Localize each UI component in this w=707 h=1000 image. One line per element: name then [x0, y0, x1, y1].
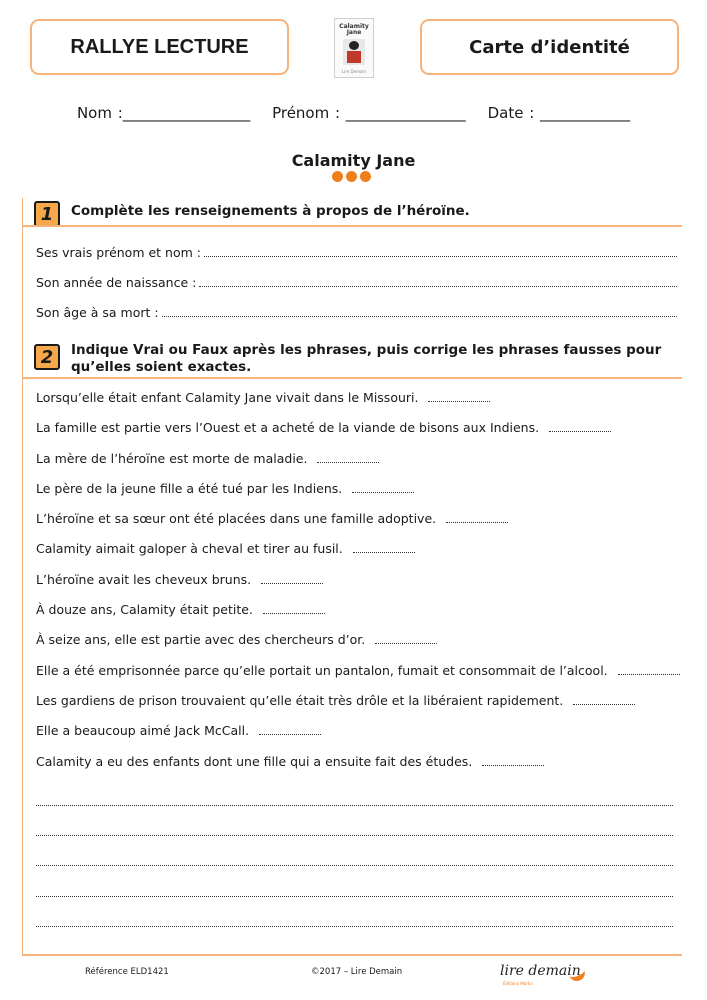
book-cover-image	[334, 18, 374, 78]
true-false-answer-line[interactable]	[549, 421, 611, 432]
title-dots-decoration	[332, 171, 371, 182]
fill-line-label: Ses vrais prénom et nom :	[36, 245, 201, 260]
true-false-answer-line[interactable]	[263, 603, 325, 614]
true-false-answer-line[interactable]	[261, 573, 323, 584]
correction-line[interactable]	[36, 865, 673, 866]
reference-code: Référence ELD1421	[85, 967, 169, 977]
fill-line-label: Son âge à sa mort :	[36, 305, 159, 320]
bottom-rule	[22, 954, 682, 956]
correction-line[interactable]	[36, 896, 673, 897]
answer-dotted-line[interactable]	[204, 246, 677, 257]
page-footer	[0, 963, 707, 986]
cover-title: Calamity Jane	[339, 23, 369, 36]
left-margin-rule	[22, 198, 23, 954]
answer-dotted-line[interactable]	[162, 306, 677, 317]
statement-item: Calamity a eu des enfants dont une fille qui a ensuite fait des études.	[36, 754, 676, 769]
true-false-answer-line[interactable]	[428, 391, 490, 402]
statement-item: À douze ans, Calamity était petite.	[36, 602, 676, 617]
statement-item: La mère de l’héroïne est morte de maladie.	[36, 451, 676, 466]
statement-item: Lorsqu’elle était enfant Calamity Jane vivait dans le Missouri.	[36, 390, 676, 405]
true-false-answer-line[interactable]	[573, 694, 635, 705]
statement-item: Elle a beaucoup aimé Jack McCall.	[36, 723, 676, 738]
statement-item: L’héroïne et sa sœur ont été placées dans une famille adoptive.	[36, 511, 676, 526]
orange-dot	[360, 171, 371, 182]
section-2-instruction: Indique Vrai ou Faux après les phrases, puis corrige les phrases fausses pour qu’elles soient exactes.	[71, 342, 662, 375]
statement-item: Le père de la jeune fille a été tué par les Indiens.	[36, 481, 676, 496]
book-title: Calamity Jane	[291, 151, 416, 170]
correction-line[interactable]	[36, 805, 673, 806]
orange-dot	[332, 171, 343, 182]
true-false-answer-line[interactable]	[353, 542, 415, 553]
section-2-number-badge: 2	[34, 344, 60, 370]
section-1-divider	[22, 225, 682, 227]
carte-identite-title: Carte d’identité	[469, 36, 630, 58]
statement-item: L’héroïne avait les cheveux bruns.	[36, 572, 676, 587]
rallye-lecture-header	[30, 19, 289, 75]
cover-brand: Lire Demain	[341, 69, 367, 74]
correction-line[interactable]	[36, 926, 673, 927]
true-false-answer-line[interactable]	[375, 633, 437, 644]
true-false-answer-line[interactable]	[482, 755, 544, 766]
orange-dot	[346, 171, 357, 182]
statement-item: Elle a été emprisonnée parce qu’elle portait un pantalon, fumait et consommait de l’alcool.	[36, 663, 676, 678]
vrais-prenom-nom-line[interactable]	[36, 245, 677, 260]
statement-item: Calamity aimait galoper à cheval et tirer au fusil.	[36, 541, 676, 556]
true-false-answer-line[interactable]	[446, 512, 508, 523]
logo-subtitle: Éditions Martin	[503, 981, 533, 986]
carte-identite-header	[420, 19, 679, 75]
lire-demain-logo: lire demain	[500, 963, 581, 979]
statement-item: La famille est partie vers l’Ouest et a acheté de la viande de bisons aux Indiens.	[36, 420, 676, 435]
copyright-text: ©2017 – Lire Demain	[311, 967, 403, 977]
fill-line-label: Son année de naissance :	[36, 275, 197, 290]
prenom-field[interactable]: Prénom : ________________	[272, 104, 466, 122]
true-false-answer-line[interactable]	[352, 482, 414, 493]
student-info-fields	[0, 104, 707, 122]
answer-dotted-line[interactable]	[199, 276, 677, 287]
statement-item: À seize ans, elle est partie avec des chercheurs d’or.	[36, 632, 676, 647]
cover-illustration	[343, 39, 365, 65]
rallye-lecture-title: RALLYE LECTURE	[70, 35, 249, 58]
statement-item: Les gardiens de prison trouvaient qu’elle était très drôle et la libéraient rapidement.	[36, 693, 676, 708]
true-false-answer-line[interactable]	[317, 452, 379, 463]
true-false-answer-line[interactable]	[259, 724, 321, 735]
nom-field[interactable]: Nom :_________________	[76, 104, 251, 122]
section-1-instruction: Complète les renseignements à propos de l’héroïne.	[71, 203, 470, 219]
date-field[interactable]: Date : ____________	[487, 104, 631, 122]
annee-naissance-line[interactable]	[36, 275, 677, 290]
section-1-number-badge: 1	[34, 201, 60, 227]
correction-line[interactable]	[36, 835, 673, 836]
age-mort-line[interactable]	[36, 305, 677, 320]
section-2-divider	[22, 377, 682, 379]
true-false-answer-line[interactable]	[618, 664, 680, 675]
